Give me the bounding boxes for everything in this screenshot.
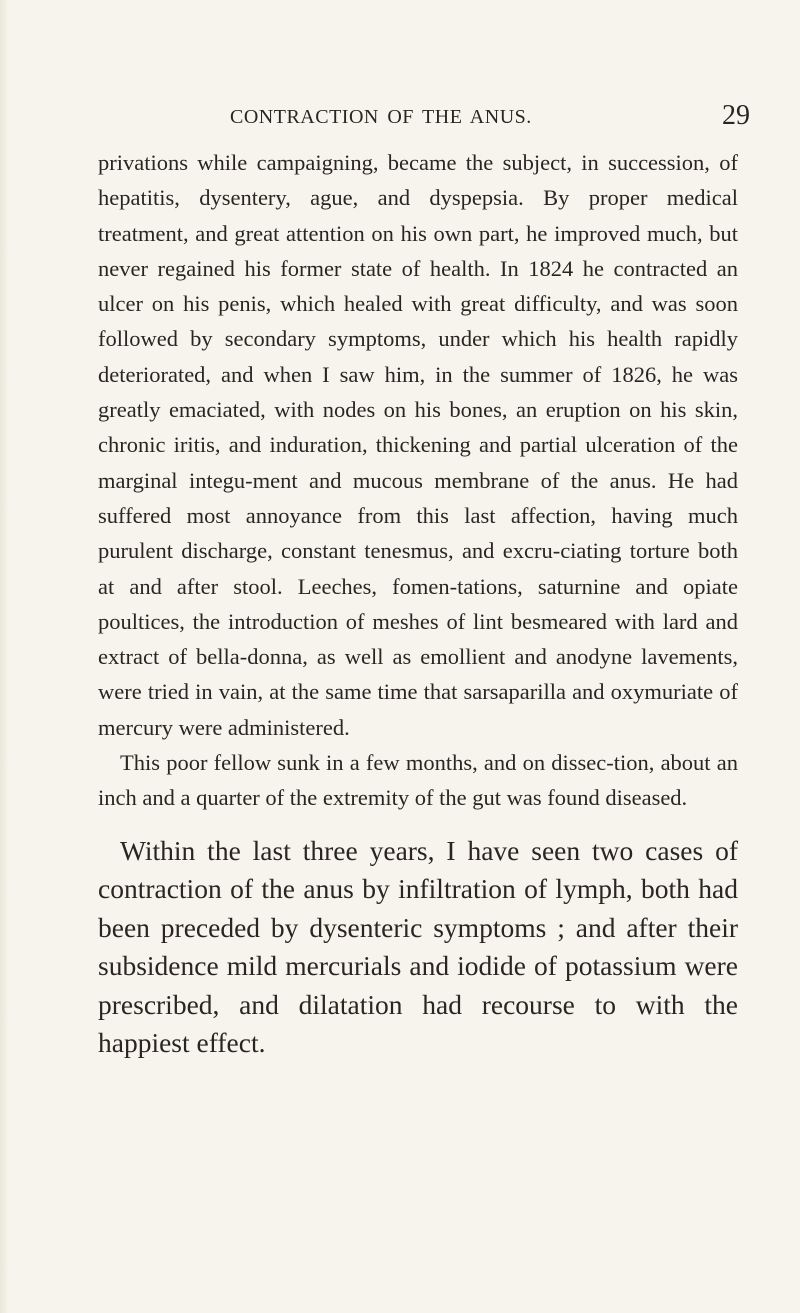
page-number: 29 [722, 100, 750, 131]
page-edge-shadow [0, 0, 8, 1313]
paragraph-dissection: This poor fellow sunk in a few months, and on dissec-tion, about an inch and a quarter of the extremity of the gut was found diseased. [98, 750, 738, 811]
running-head [230, 100, 750, 134]
paragraph-recent-cases: Within the last three years, I have seen two cases of contraction of the anus by infiltration of lymph, both had been preceded by dysenteric symptoms ; and after their subsidence mild mercurials and iodide of potassium were prescribed, and dilatation had recourse to with the happiest effect. [98, 834, 738, 1059]
paragraph-case-history: privations while campaigning, became the subject, in succession, of hepatitis, dysentery, ague, and dyspepsia. By proper medical treatment, and great attention on his own part, he improved much, but never regained his former state of health. In 1824 he contracted an ulcer on his penis, which healed with great difficulty, and was soon followed by secondary symptoms, under which his health rapidly deteriorated, and when I saw him, in the summer of 1826, he was greatly emaciated, with nodes on his bones, an eruption on his skin, chronic iritis, and induration, thickening and partial ulceration of the marginal integu-ment and mucous membrane of the anus. He had suffered most annoyance from this last affection, having much purulent discharge, constant tenesmus, and excru-ciating torture both at and after stool. Leeches, fomen-tations, saturnine and opiate poultices, the introduction of meshes of lint besmeared with lard and extract of bella-donna, as well as emollient and anodyne lavements, were tried in vain, at the same time that sarsaparilla and oxymuriate of mercury were administered. [98, 150, 738, 740]
running-title: CONTRACTION OF THE ANUS. [230, 106, 532, 128]
body-text [98, 145, 738, 1063]
